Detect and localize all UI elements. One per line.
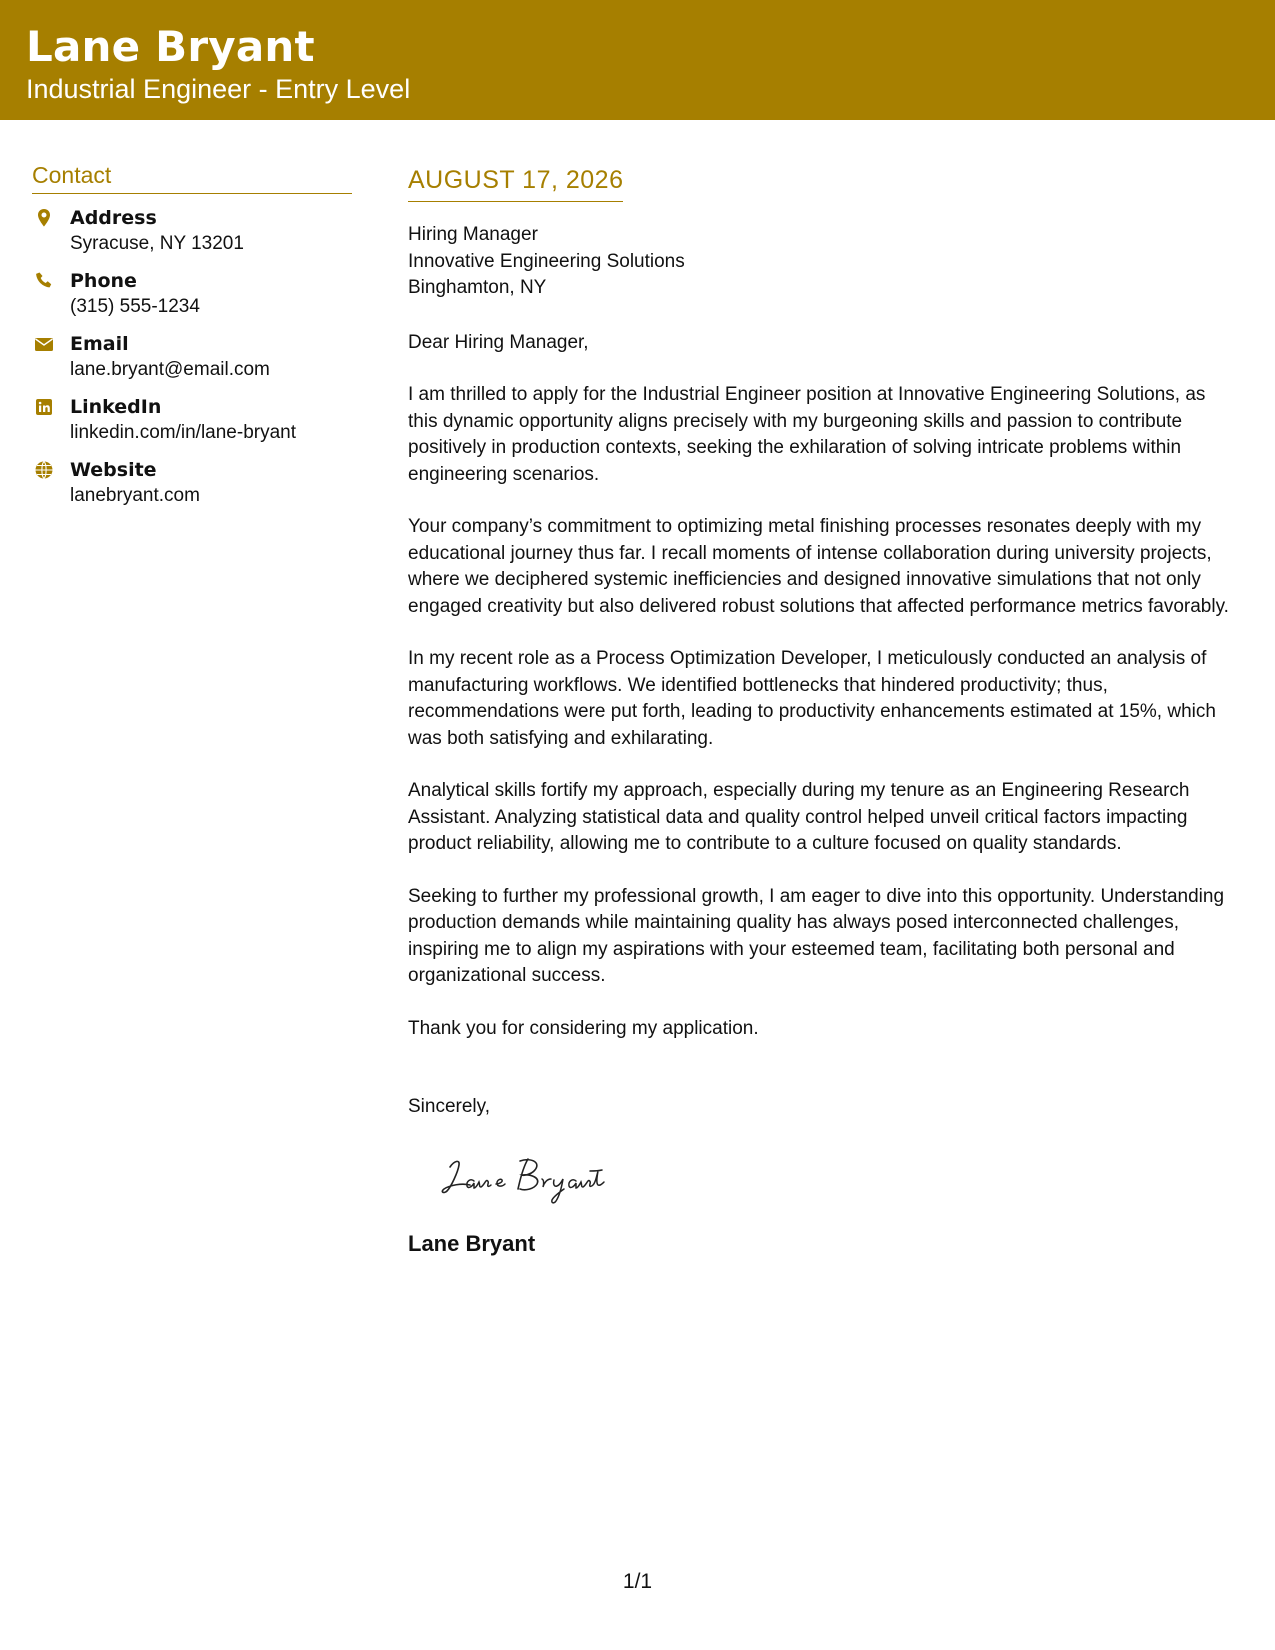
recipient-block: [408, 222, 1238, 302]
globe-icon: [34, 460, 54, 480]
contact-value: Syracuse, NY 13201: [70, 233, 244, 254]
body-paragraph: Your company’s commitment to optimizing metal finishing processes resonates deeply with my educational journey thus far. I recall moments of intense collaboration during university projects, where we deciphered systemic inefficiencies and designed innovative simulations that not only engaged creativity but also delivered robust solutions that affected performance metrics favorably.: [408, 516, 1229, 617]
contact-item-website: [32, 458, 352, 521]
contact-item-address: [32, 206, 352, 269]
phone-icon: [34, 271, 54, 291]
contact-item-email: [32, 332, 352, 395]
contact-item-phone: [32, 269, 352, 332]
envelope-icon: [34, 334, 54, 354]
recipient-company: Innovative Engineering Solutions: [408, 250, 685, 272]
contact-value: lane.bryant@email.com: [70, 359, 270, 380]
page-number: 1/1: [622, 1570, 653, 1593]
handwritten-signature: [436, 1143, 1238, 1213]
closing: Sincerely,: [408, 1096, 491, 1117]
contact-value: linkedin.com/in/lane-bryant: [70, 422, 297, 443]
contact-label: LinkedIn: [70, 396, 162, 418]
recipient-location: Binghamton, NY: [408, 277, 547, 298]
contact-value: lanebryant.com: [70, 485, 200, 506]
header-banner: [0, 0, 1275, 120]
contact-label: Address: [70, 207, 157, 229]
contact-item-linkedin: [32, 395, 352, 458]
contact-label: Website: [70, 459, 157, 481]
body-paragraph: Analytical skills fortify my approach, especially during my tenure as an Engineering Research Assistant. Analyzing statistical data and quality control helped unveil critical factors impacting product reliability, allowing me to contribute to a culture focused on quality standards.: [408, 780, 1190, 854]
linkedin-icon: [34, 397, 54, 417]
body-paragraph: I am thrilled to apply for the Industrial Engineer position at Innovative Engineering Solutions, as this dynamic opportunity aligns precisely with my burgeoning skills and passion to contribute positively in production contexts, seeking the exhilaration of solving intricate problems within engineering scenarios.: [408, 384, 1206, 485]
body-paragraph: In my recent role as a Process Optimization Developer, I meticulously conducted an analysis of manufacturing workflows. We identified bottlenecks that hindered productivity; thus, recommendations were put forth, leading to productivity enhancements estimated at 15%, which was both satisfying and exhilarating.: [408, 648, 1216, 749]
contact-sidebar: [32, 162, 352, 521]
contact-label: Email: [70, 333, 129, 355]
job-title: Industrial Engineer - Entry Level: [26, 74, 411, 104]
letter-date: AUGUST 17, 2026: [408, 165, 623, 202]
candidate-name: Lane Bryant: [26, 22, 315, 71]
body-paragraph: Thank you for considering my application.: [408, 1017, 759, 1039]
letter-body: [408, 165, 1238, 1257]
map-pin-icon: [34, 208, 54, 228]
body-paragraph: Seeking to further my professional growth, I am eager to dive into this opportunity. Understanding production demands while maintaining quality has always posed interconnected challenges, inspiring me to align my aspirations with your esteemed team, facilitating both personal and organizational success.: [408, 885, 1225, 986]
signer-name: Lane Bryant: [408, 1230, 536, 1256]
recipient-name: Hiring Manager: [408, 224, 538, 245]
salutation: Dear Hiring Manager,: [408, 331, 589, 353]
contact-value: (315) 555-1234: [70, 296, 200, 317]
contact-label: Phone: [70, 270, 137, 292]
contact-heading: Contact: [32, 162, 352, 194]
